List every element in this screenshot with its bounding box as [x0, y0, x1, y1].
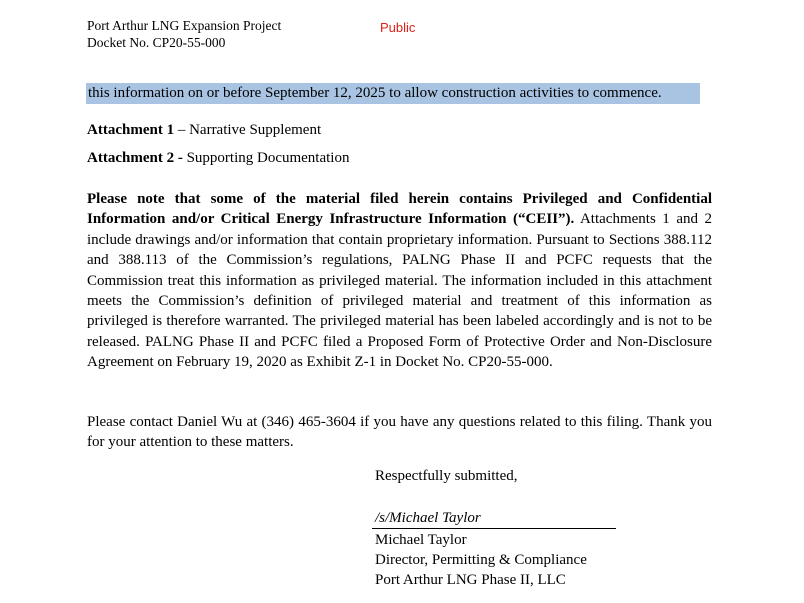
project-name: Port Arthur LNG Expansion Project — [87, 18, 282, 33]
signer-name: Michael Taylor — [375, 532, 467, 548]
contact-paragraph: Please contact Daniel Wu at (346) 465-3604 if you have any questions related to this filing. Thank you for your attention to these matters. — [87, 414, 712, 451]
attachment-2-line — [87, 149, 349, 167]
privileged-notice-bold: Please note that some of the material filed herein contains Privileged and Confidential Information and/or Critical Energy Infrastructure Information (“CEII”). — [87, 191, 712, 228]
privileged-notice-paragraph — [87, 189, 712, 373]
attachment-1-line — [87, 121, 321, 139]
signature-mark: /s/Michael Taylor — [375, 510, 481, 526]
attachment-2-title: Supporting Documentation — [186, 150, 350, 166]
attachment-2-label: Attachment 2 - — [87, 150, 183, 166]
signer-title: Director, Permitting & Compliance — [375, 552, 587, 568]
closing-line: Respectfully submitted, — [375, 468, 518, 484]
docket-number: Docket No. CP20-55-000 — [87, 35, 226, 50]
signature-rule — [372, 528, 616, 529]
attachment-1-label: Attachment 1 — [87, 122, 175, 138]
document-header — [87, 17, 281, 51]
signer-company: Port Arthur LNG Phase II, LLC — [375, 572, 566, 588]
attachment-1-separator: – — [174, 122, 190, 138]
selected-text-line[interactable]: this information on or before September 12, 2025 to allow construction activities to commence. — [88, 85, 662, 101]
attachment-1-title: Narrative Supplement — [189, 122, 322, 138]
classification-label: Public — [380, 20, 416, 35]
privileged-notice-body: Attachments 1 and 2 include drawings and/or information that contain proprietary information. Pursuant to Sections 388.112 and 388.113 of the Commission’s regulations, PALNG Phase II and PCFC requests that the Commission treat this information as privileged material. The information included in this attachment meets the Commission’s definition of privileged material and treatment of this information as privileged is therefore warranted. The privileged material has been labeled accordingly and is not to be released. PALNG Phase II and PCFC filed a Proposed Form of Protective Order and Non-Disclosure Agreement on February 19, 2020 as Exhibit Z-1 in Docket No. CP20-55-000. — [87, 211, 712, 371]
